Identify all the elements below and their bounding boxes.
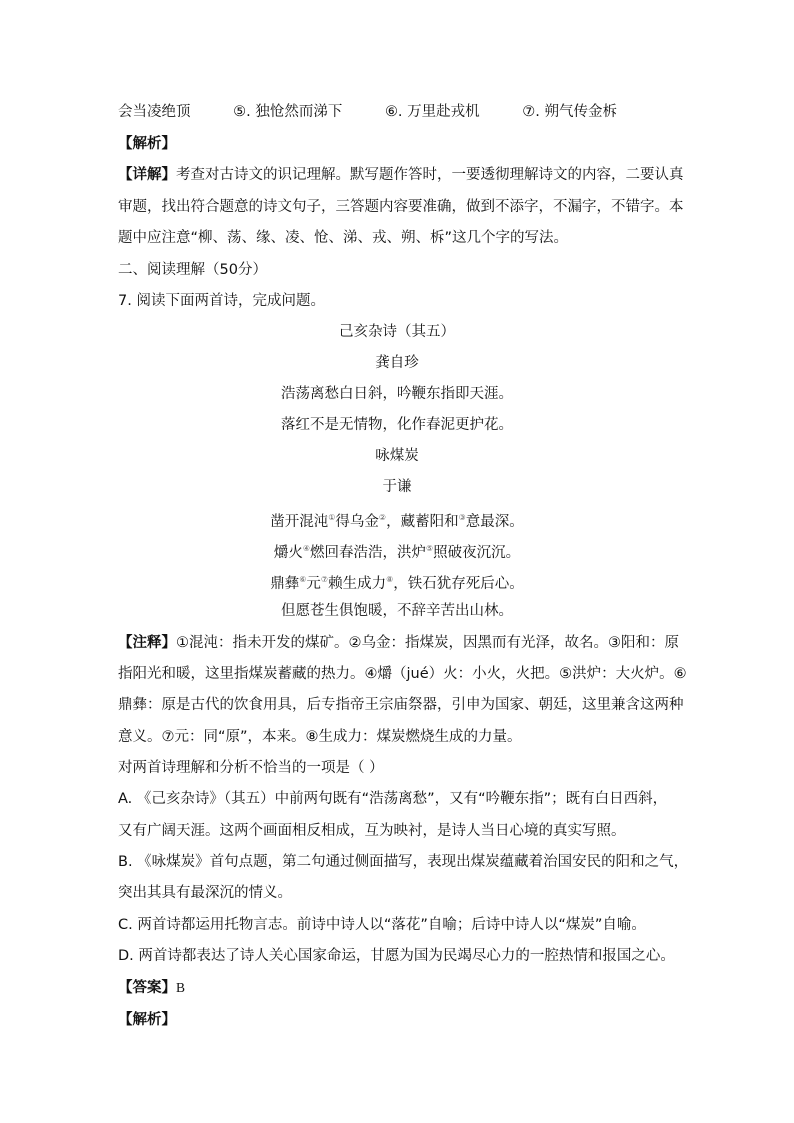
poem-text: 燃回春浩浩，洪炉 [310,544,426,561]
note-marker: ⑧ [386,575,394,584]
section-title: 二、阅读理解（50分） [118,262,267,278]
previous-answers-line [118,102,678,122]
option-b-line: B. 《咏煤炭》首句点题，第二句通过侧面描写，表现出煤炭蕴藏着治国安民的阳和之气， [118,854,689,870]
poem-text: ，铁石犹存死后心。 [393,575,524,592]
note-marker: ⑥ [299,575,307,584]
poem2-title: 咏煤炭 [375,448,419,464]
note-marker: ② [378,513,387,522]
poem1-title: 己亥杂诗（其五） [339,324,455,340]
poem-text: ，藏蓄阳和 [386,513,459,530]
detail-text: 考查对古诗文的识记理解。默写题作答时，一要透彻理解诗文的内容，二要认真 [176,167,684,183]
answer-item: ⑤. 独怆然而涕下 [233,104,343,120]
poem2-line: 但愿苍生俱饱暖，不辞辛苦出山林。 [281,603,513,619]
detail-line: 题中应注意“柳、荡、缘、凌、怆、涕、戎、朔、柝”这几个字的写法。 [118,230,569,246]
poem-text: 得乌金 [335,513,379,530]
note-marker: ③ [458,513,466,522]
notes-line [118,633,678,653]
note-marker: ⑦ [320,575,329,584]
notes-line: 指阳光和暖，这里指煤炭蓄藏的热力。④爝（jué）火：小火，火把。⑤洪炉：大火炉。⑥ [118,666,687,682]
poem2-line [0,539,794,563]
detail-label: 【详解】 [118,167,176,183]
poem2-line [0,508,794,532]
answer-line [118,978,678,998]
notes-text: ①混沌：指未开发的煤矿。②乌金：指煤炭，因黑而有光泽，故名。③阳和：原 [176,635,679,651]
detail-line: 审题，找出符合题意的诗文句子，三答题内容要准确，做到不添字，不漏字，不错字。本 [118,199,684,215]
poem-text: 赖生成力 [328,575,387,592]
notes-line: 鼎彝：原是古代的饮食用具，后专指帝王宗庙祭器，引申为国家、朝廷，这里兼含这两种 [118,697,684,713]
poem-text: 鼎彝 [270,575,300,592]
answer-item: ⑥. 万里赴戎机 [384,104,480,120]
option-b-line: 突出其具有最深沉的情义。 [118,885,292,901]
note-marker: ① [328,513,336,522]
poem1-line: 浩荡离愁白日斜，吟鞭东指即天涯。 [281,386,513,402]
poem-text: 照破夜沉沉。 [433,544,521,561]
answer-item: 会当凌绝顶 [118,104,191,120]
detail-line [118,165,684,185]
analysis-label: 【解析】 [118,1012,176,1028]
notes-line: 意义。⑦元：同“原”，本来。⑧生成力：煤炭燃烧生成的力量。 [118,729,522,745]
poem1-line: 落红不是无情物，化作春泥更护花。 [281,417,513,433]
option-a-line: 又有广阔天涯。这两个画面相反相成，互为映衬，是诗人当日心境的真实写照。 [118,823,626,839]
poem-text: 意最深。 [465,513,524,530]
poem1-author: 龚自珍 [375,355,419,371]
answer-value: B [176,980,186,995]
answer-label: 【答案】 [118,980,176,996]
poem2-line [0,570,794,594]
option-d-line: D. 两首诗都表达了诗人关心国家命运，甘愿为国为民竭尽心力的一腔热情和报国之心。 [118,948,675,964]
notes-label: 【注释】 [118,635,176,651]
question-stem: 对两首诗理解和分析不恰当的一项是（ ） [118,760,384,776]
answer-item: ⑦. 朔气传金柝 [522,104,617,120]
poem2-author: 于谦 [382,479,412,495]
option-c-line: C. 两首诗都运用托物言志。前诗中诗人以“落花”自喻；后诗中诗人以“煤炭”自喻。 [118,917,646,933]
note-marker: ④ [302,544,310,553]
option-a-line: A. 《己亥杂诗》（其五）中前两句既有“浩荡离愁”，又有“吟鞭东指”；既有白日西斜， [118,791,668,807]
poem-text: 凿开混沌 [270,513,329,530]
poem-text: 元 [306,575,321,592]
poem-text: 爝火 [273,544,303,561]
note-marker: ⑤ [426,544,434,553]
question-intro: 7. 阅读下面两首诗，完成问题。 [118,293,325,309]
analysis-label: 【解析】 [118,136,176,152]
